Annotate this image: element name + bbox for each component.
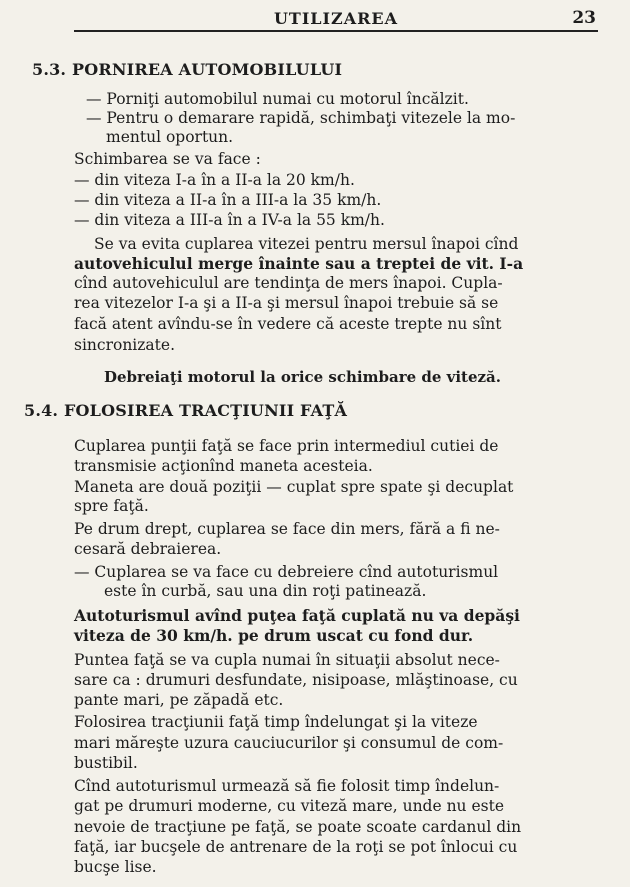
paragraph-line: gat pe drumuri moderne, cu viteză mare, unde nu este [74,797,504,815]
paragraph-line: — din viteza I-a în a II-a la 20 km/h. [74,171,355,189]
paragraph-line: sincronizate. [74,336,175,354]
section-title-5-4: 5.4. FOLOSIREA TRACŢIUNII FAŢĂ [24,401,348,420]
paragraph-line: rea vitezelor I-a şi a II-a şi mersul înapoi trebuie să se [74,294,499,312]
paragraph-line: mentul oportun. [106,128,234,146]
paragraph-line: — Porniţi automobilul numai cu motorul încălzit. [86,90,469,108]
paragraph-line: Autoturismul avînd puţea faţă cuplată nu va depăşi [74,606,520,625]
page-header [74,8,598,32]
bold-note: Debreiaţi motorul la orice schimbare de viteză. [104,368,501,386]
paragraph-line: — din viteza a II-a în a III-a la 35 km/h. [74,191,382,209]
paragraph-line: mari măreşte uzura cauciucurilor şi consumul de com- [74,734,504,752]
paragraph-line: pante mari, pe zăpadă etc. [74,691,284,709]
paragraph-line: sare ca : drumuri desfundate, nisipoase, mlăştinoase, cu [74,671,518,689]
paragraph-line: nevoie de tracţiune pe faţă, se poate scoate cardanul din [74,818,522,836]
paragraph-line: Cuplarea punţii faţă se face prin intermediul cutiei de [74,437,499,455]
paragraph-line: bustibil. [74,754,138,772]
paragraph-line: bucşe lise. [74,858,157,876]
paragraph-line: transmisie acţionînd maneta acesteia. [74,457,373,475]
paragraph-line: Puntea faţă se va cupla numai în situaţii absolut nece- [74,651,500,669]
paragraph-line: viteza de 30 km/h. pe drum uscat cu fond dur. [74,626,474,645]
page-number: 23 [572,8,596,28]
section-title-5-3: 5.3. PORNIREA AUTOMOBILULUI [32,60,343,79]
paragraph-line: Maneta are două poziţii — cuplat spre spate şi decuplat [74,478,514,496]
paragraph-line: — Cuplarea se va face cu debreiere cînd autoturismul [74,563,499,581]
paragraph-line: Pe drum drept, cuplarea se face din mers, fără a fi ne- [74,520,500,538]
running-title: UTILIZAREA [273,9,399,28]
paragraph-line: Cînd autoturismul urmează să fie folosit timp îndelun- [74,777,500,795]
paragraph-line: autovehiculul merge înainte sau a treptei de vit. I-a [74,254,524,273]
paragraph-line: spre faţă. [74,497,149,515]
paragraph-line: cesară debraierea. [74,540,222,558]
paragraph-line: facă atent avîndu-se în vedere că aceste trepte nu sînt [74,315,502,333]
paragraph-line: — din viteza a III-a în a IV-a la 55 km/h. [74,211,385,229]
paragraph-line: faţă, iar bucşele de antrenare de la roţi se pot înlocui cu [74,838,518,856]
paragraph-line: Se va evita cuplarea vitezei pentru mersul înapoi cînd [94,235,519,253]
paragraph-line: cînd autovehiculul are tendinţa de mers înapoi. Cupla- [74,274,503,292]
paragraph-line: este în curbă, sau una din roţi patinează. [104,582,427,600]
paragraph-line: Folosirea tracţiunii faţă timp îndelungat şi la viteze [74,713,478,731]
paragraph-line: — Pentru o demarare rapidă, schimbaţi vitezele la mo- [86,109,516,127]
paragraph-line: Schimbarea se va face : [74,150,261,168]
